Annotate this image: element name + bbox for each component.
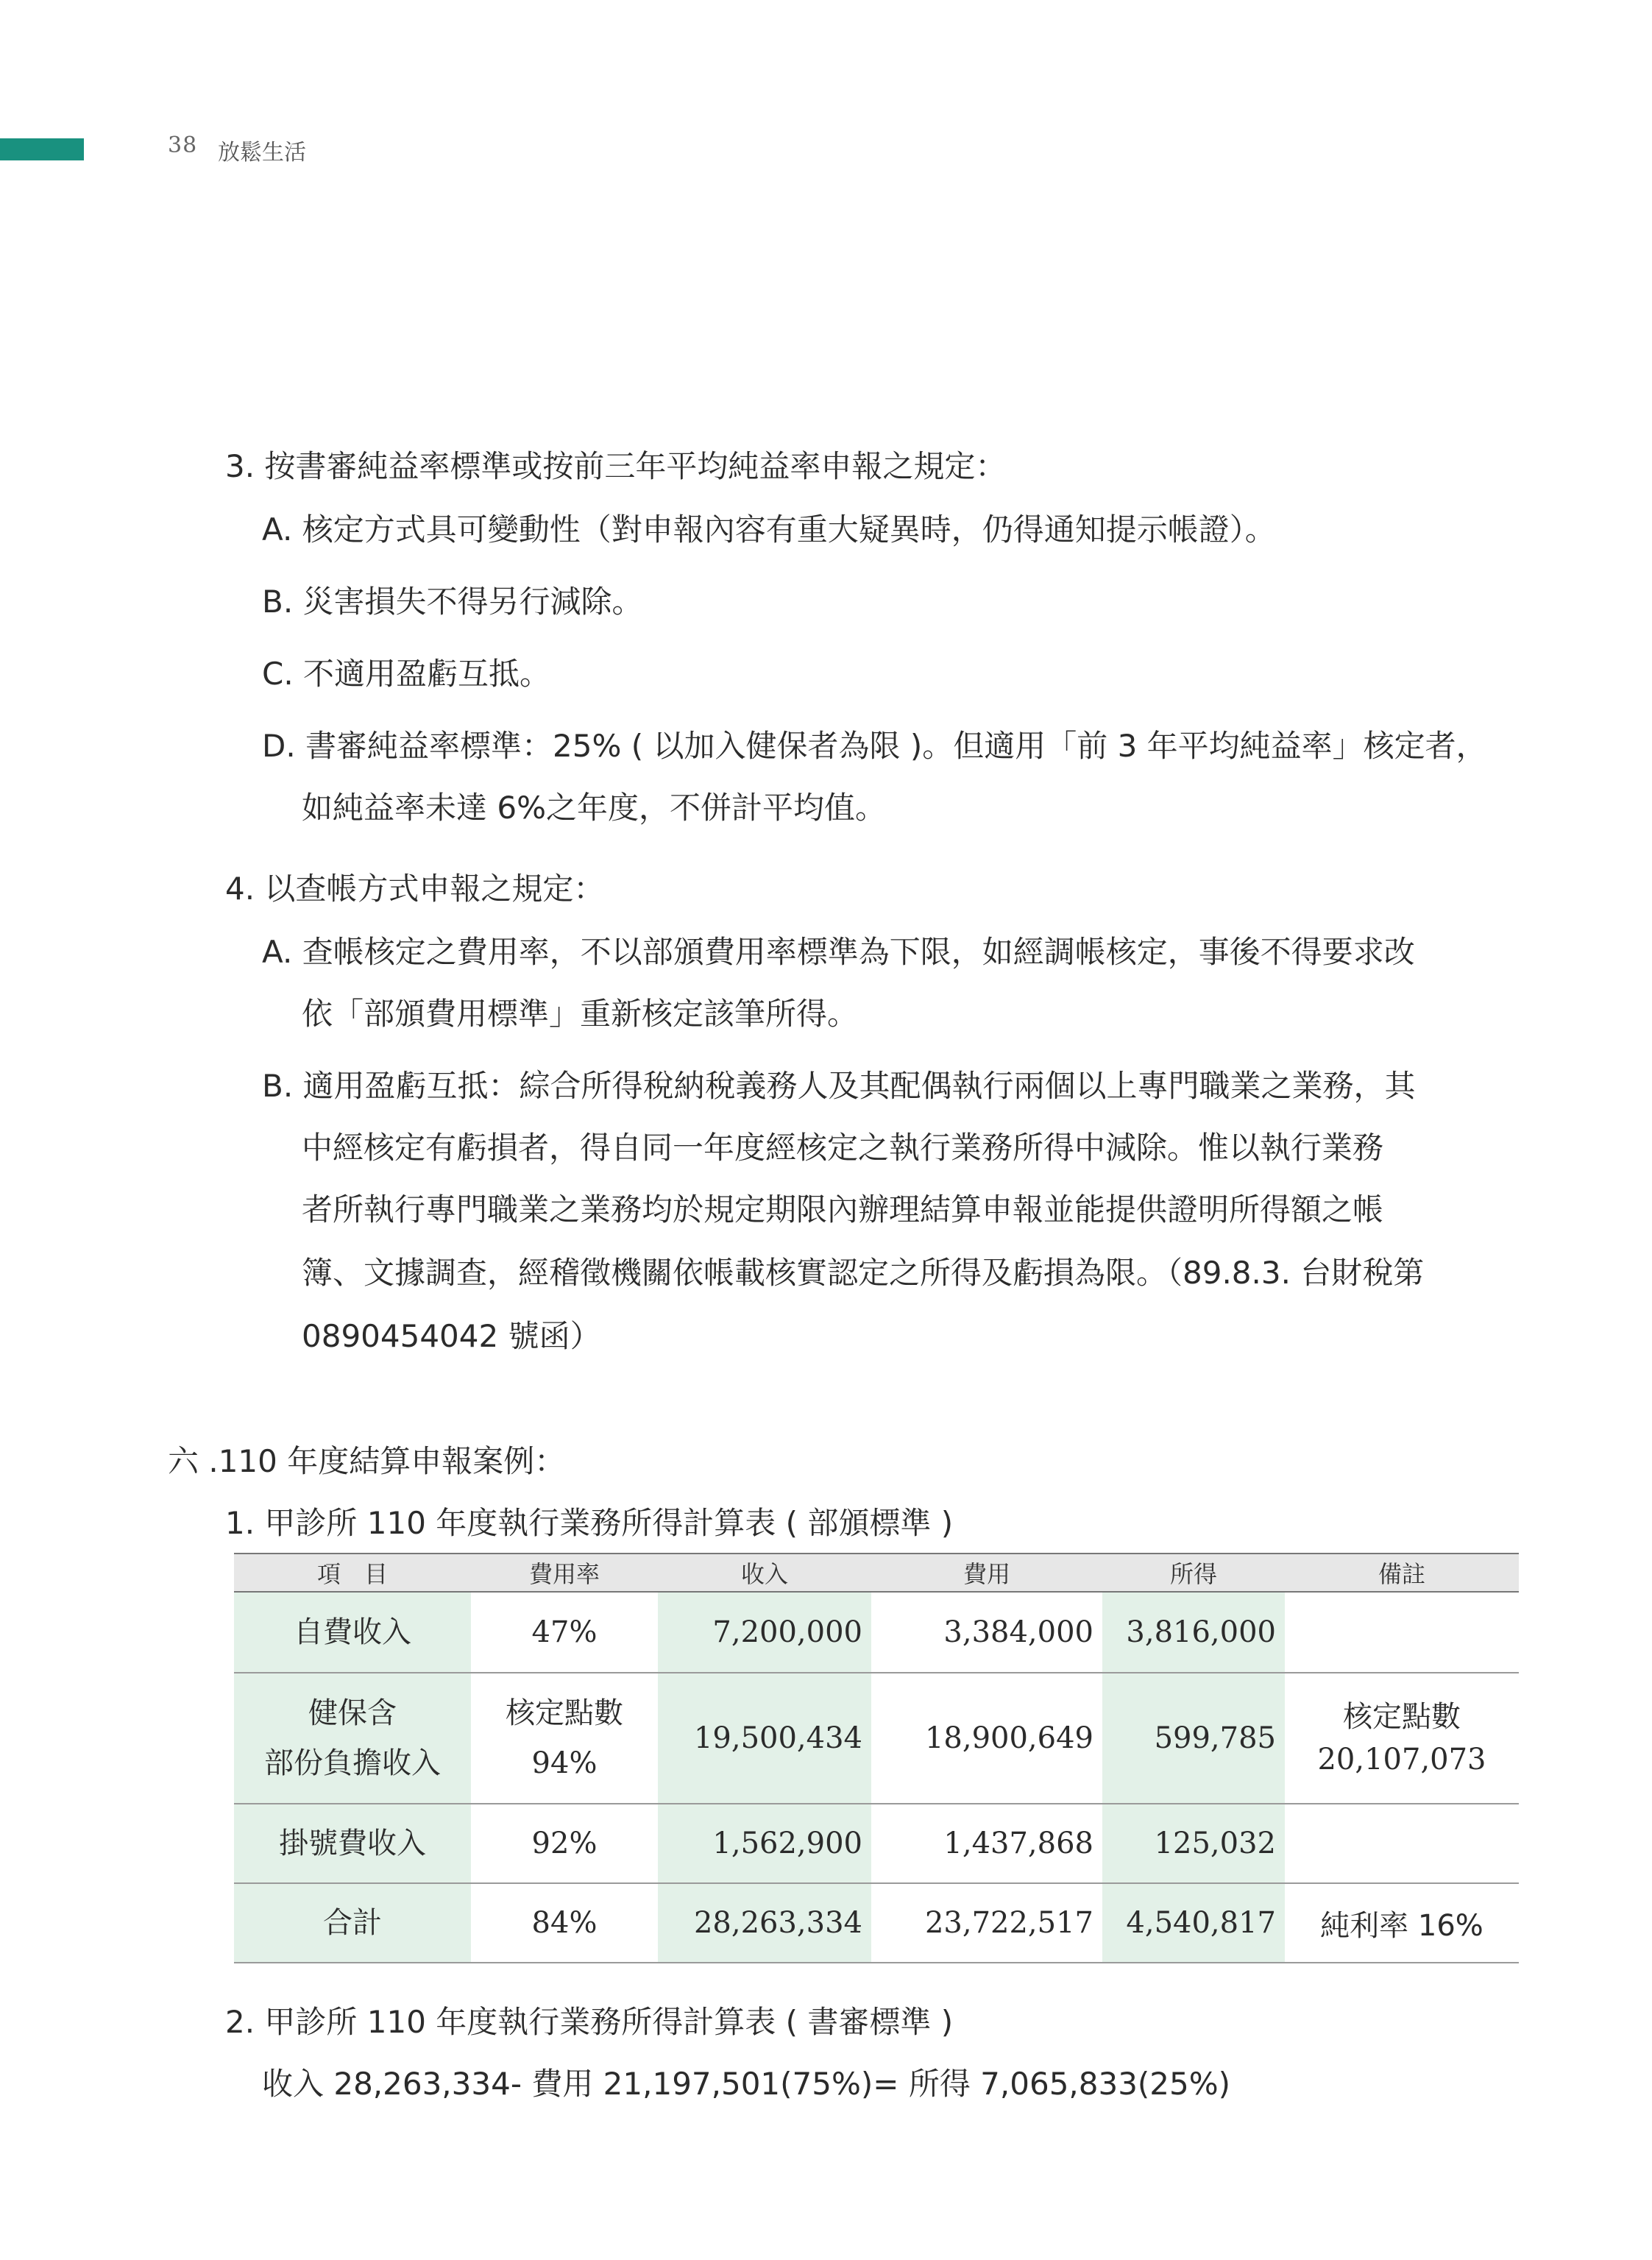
section3-item-a: A. 核定方式具可變動性（對申報內容有重大疑異時，仍得通知提示帳證）。: [262, 511, 1276, 548]
running-title: 放鬆生活: [218, 140, 306, 166]
section3-item-d-line2: 如純益率未達 6%之年度，不併計平均值。: [302, 790, 886, 826]
section4-item-a-line2: 依「部頒費用標準」重新核定該筆所得。: [302, 996, 859, 1032]
section3-title: 3. 按書審純益率標準或按前三年平均純益率申報之規定：: [225, 448, 1007, 484]
section4-item-a-line1: A. 查帳核定之費用率，不以部頒費用率標準為下限，如經調帳核定，事後不得要求改: [262, 934, 1415, 970]
cell-item: 自費收入: [234, 1592, 471, 1673]
table-row: [234, 1592, 1519, 1673]
section6-item2: 2. 甲診所 110 年度執行業務所得計算表 ( 書審標準 ): [225, 2004, 954, 2040]
section6-item1: 1. 甲診所 110 年度執行業務所得計算表 ( 部頒標準 ): [225, 1505, 954, 1541]
cell-expense: 1,437,868: [871, 1804, 1102, 1883]
cell-profit: 125,032: [1102, 1804, 1285, 1883]
table-row-total: [234, 1883, 1519, 1963]
cell-profit: 599,785: [1102, 1673, 1285, 1804]
section4-item-b-line5: 0890454042 號函）: [302, 1318, 601, 1354]
cell-expense: 23,722,517: [871, 1883, 1102, 1963]
table-header-row: [234, 1554, 1519, 1592]
section3-item-b: B. 災害損失不得另行減除。: [262, 584, 643, 620]
header-profit: 所得: [1102, 1554, 1285, 1592]
table-row: [234, 1673, 1519, 1804]
cell-rate: 92%: [471, 1804, 658, 1883]
cell-item: 合計: [234, 1883, 471, 1963]
page-number: 38: [168, 132, 198, 158]
section4-item-b-line4: 簿、文據調查，經稽徵機關依帳載核實認定之所得及虧損為限。（89.8.3. 台財稅第: [302, 1255, 1425, 1291]
cell-note: [1285, 1592, 1519, 1673]
cell-rate: 核定點數 94%: [471, 1673, 658, 1804]
section6-item2-formula: 收入 28,263,334- 費用 21,197,501(75%)= 所得 7,065,833(25%): [262, 2066, 1231, 2102]
header-rate: 費用率: [471, 1554, 658, 1592]
section4-item-b-line3: 者所執行專門職業之業務均於規定期限內辦理結算申報並能提供證明所得額之帳: [302, 1191, 1384, 1228]
section4-title: 4. 以查帳方式申報之規定：: [225, 871, 605, 907]
cell-note: 核定點數 20,107,073: [1285, 1673, 1519, 1804]
section6-title: 六 .110 年度結算申報案例：: [168, 1443, 566, 1479]
cell-profit: 3,816,000: [1102, 1592, 1285, 1673]
header-expense: 費用: [871, 1554, 1102, 1592]
cell-item: 健保含 部份負擔收入: [234, 1673, 471, 1804]
cell-income: 28,263,334: [658, 1883, 871, 1963]
cell-note: [1285, 1804, 1519, 1883]
section4-item-b-line1: B. 適用盈虧互抵：綜合所得稅納稅義務人及其配偶執行兩個以上專門職業之業務，其: [262, 1068, 1416, 1104]
table-row: [234, 1804, 1519, 1883]
section3-item-d-line1: D. 書審純益率標準：25% ( 以加入健保者為限 )。但適用「前 3 年平均純益率」核定者，: [262, 728, 1487, 764]
cell-income: 7,200,000: [658, 1592, 871, 1673]
income-calculation-table: [234, 1553, 1519, 1963]
header-income: 收入: [658, 1554, 871, 1592]
header-note: 備註: [1285, 1554, 1519, 1592]
section4-item-b-line2: 中經核定有虧損者，得自同一年度經核定之執行業務所得中減除。惟以執行業務: [302, 1130, 1384, 1166]
cell-rate: 84%: [471, 1883, 658, 1963]
header-accent-bar: [0, 138, 84, 160]
cell-expense: 18,900,649: [871, 1673, 1102, 1804]
header-item: 項 目: [234, 1554, 471, 1592]
cell-note: 純利率 16%: [1285, 1883, 1519, 1963]
cell-expense: 3,384,000: [871, 1592, 1102, 1673]
cell-item: 掛號費收入: [234, 1804, 471, 1883]
cell-rate: 47%: [471, 1592, 658, 1673]
cell-profit: 4,540,817: [1102, 1883, 1285, 1963]
cell-income: 19,500,434: [658, 1673, 871, 1804]
section3-item-c: C. 不適用盈虧互抵。: [262, 656, 551, 692]
cell-income: 1,562,900: [658, 1804, 871, 1883]
